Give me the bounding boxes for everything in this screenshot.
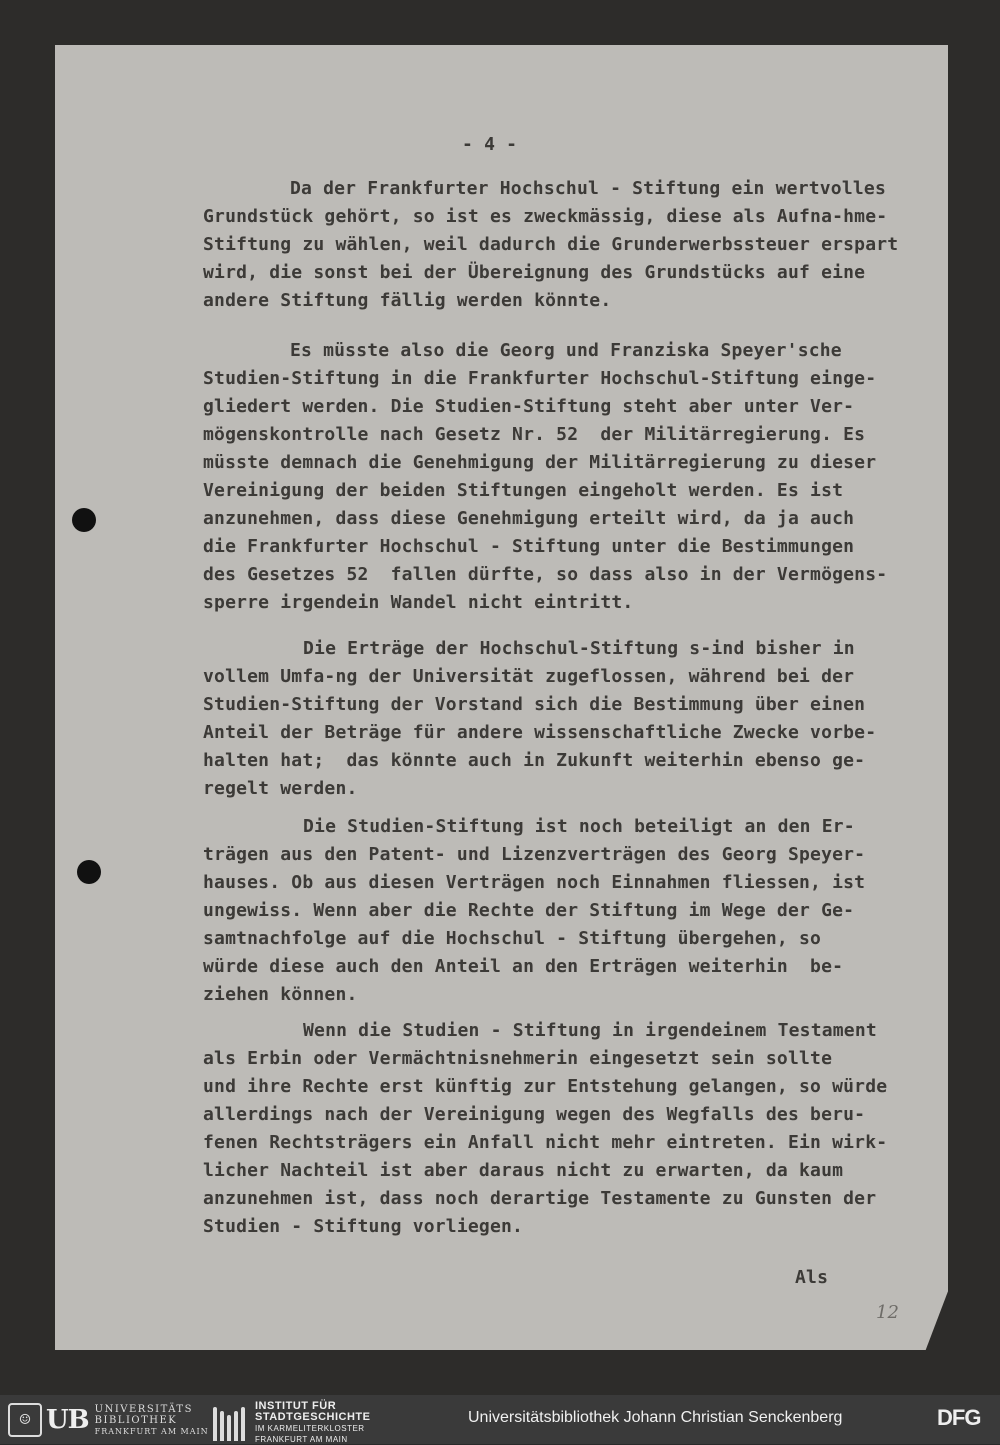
text-line: ziehen können.	[203, 984, 358, 1005]
text-line: und ihre Rechte erst künftig zur Entstehung gelangen, so würde	[203, 1076, 888, 1097]
text-line: vollem Umfa-ng der Universität zugeflossen, während bei der	[203, 666, 855, 687]
text-line: gliedert werden. Die Studien-Stiftung steht aber unter Ver-	[203, 396, 855, 417]
text-line: müsste demnach die Genehmigung der Militärregierung zu dieser	[203, 452, 877, 473]
dfg-logo[interactable]: DFG	[937, 1405, 981, 1430]
ub-logo-letters: UB	[46, 1405, 89, 1435]
goethe-portrait-icon: ☺	[8, 1403, 42, 1437]
text-line: wird, die sonst bei der Übereignung des Grundstücks auf eine	[203, 262, 866, 283]
text-line: fenen Rechtsträgers ein Anfall nicht mehr eintreten. Ein wirk-	[203, 1132, 888, 1153]
text-line: ungewiss. Wenn aber die Rechte der Stiftung im Wege der Ge-	[203, 900, 855, 921]
text-line: Studien-Stiftung der Vorstand sich die Bestimmung über einen	[203, 694, 866, 715]
text-line: Die Erträge der Hochschul-Stiftung s-ind bisher in	[303, 638, 855, 659]
text-line: trägen aus den Patent- und Lizenzverträgen des Georg Speyer-	[203, 844, 866, 865]
punch-hole-bottom	[77, 860, 101, 884]
text-line: Da der Frankfurter Hochschul - Stiftung ein wertvolles	[290, 178, 886, 199]
text-line: anzunehmen ist, dass noch derartige Testamente zu Gunsten der	[203, 1188, 877, 1209]
text-line: halten hat; das könnte auch in Zukunft weiterhin ebenso ge-	[203, 750, 866, 771]
text-line: sperre irgendein Wandel nicht eintritt.	[203, 592, 634, 613]
archive-pencil-note: 12	[876, 1302, 899, 1323]
text-line: Studien - Stiftung vorliegen.	[203, 1216, 524, 1237]
text-line: als Erbin oder Vermächtnisnehmerin eingesetzt sein sollte	[203, 1048, 833, 1069]
text-line: würde diese auch den Anteil an den Erträgen weiterhin be-	[203, 956, 844, 977]
isg-logo-line2: STADTGESCHICHTE	[255, 1411, 371, 1423]
text-line: Wenn die Studien - Stiftung in irgendeinem Testament	[303, 1020, 877, 1041]
viewer-footer	[0, 1395, 1000, 1444]
isg-logo-line3: IM KARMELITERKLOSTER	[255, 1424, 365, 1433]
punch-hole-top	[72, 508, 96, 532]
page-number: - 4 -	[462, 134, 518, 155]
text-line: mögenskontrolle nach Gesetz Nr. 52 der Militärregierung. Es	[203, 424, 866, 445]
text-line: des Gesetzes 52 fallen dürfte, so dass also in der Vermögens-	[203, 564, 888, 585]
text-line: allerdings nach der Vereinigung wegen des Wegfalls des beru-	[203, 1104, 866, 1125]
isg-logo-text	[255, 1401, 370, 1445]
library-name-link[interactable]: Universitätsbibliothek Johann Christian Senckenberg	[468, 1409, 843, 1426]
text-line: Die Studien-Stiftung ist noch beteiligt an den Er-	[303, 816, 855, 837]
text-line: Es müsste also die Georg und Franziska Speyer'sche	[290, 340, 842, 361]
ub-logo-line2: BIBLIOTHEK	[94, 1414, 178, 1426]
text-line: anzunehmen, dass diese Genehmigung erteilt wird, da ja auch	[203, 508, 855, 529]
text-line: licher Nachteil ist aber daraus nicht zu erwarten, da kaum	[203, 1160, 844, 1181]
catchword: Als	[795, 1267, 829, 1288]
ub-logo-text	[95, 1404, 209, 1437]
ub-logo-line3: FRANKFURT AM MAIN	[94, 1426, 209, 1436]
text-line: samtnachfolge auf die Hochschul - Stiftung übergehen, so	[203, 928, 822, 949]
ub-logo-line1: UNIVERSITÄTS	[94, 1403, 193, 1415]
isg-logo-line4: FRANKFURT AM MAIN	[255, 1435, 348, 1444]
text-line: Studien-Stiftung in die Frankfurter Hochschul-Stiftung einge-	[203, 368, 877, 389]
text-line: Grundstück gehört, so ist es zweckmässig, diese als Aufna-hme-	[203, 206, 888, 227]
isg-logo[interactable]	[213, 1401, 370, 1445]
text-line: Vereinigung der beiden Stiftungen eingeholt werden. Es ist	[203, 480, 844, 501]
text-line: hauses. Ob aus diesen Verträgen noch Einnahmen fliessen, ist	[203, 872, 866, 893]
text-line: regelt werden.	[203, 778, 358, 799]
text-line: andere Stiftung fällig werden könnte.	[203, 290, 612, 311]
text-line: die Frankfurter Hochschul - Stiftung unter die Bestimmungen	[203, 536, 855, 557]
text-line: Anteil der Beträge für andere wissenschaftliche Zwecke vorbe-	[203, 722, 877, 743]
ub-logo[interactable]	[8, 1403, 209, 1437]
text-line: Stiftung zu wählen, weil dadurch die Grunderwerbssteuer erspart	[203, 234, 899, 255]
isg-logo-line1: INSTITUT FÜR	[255, 1400, 337, 1412]
cloister-arches-icon	[213, 1405, 247, 1441]
